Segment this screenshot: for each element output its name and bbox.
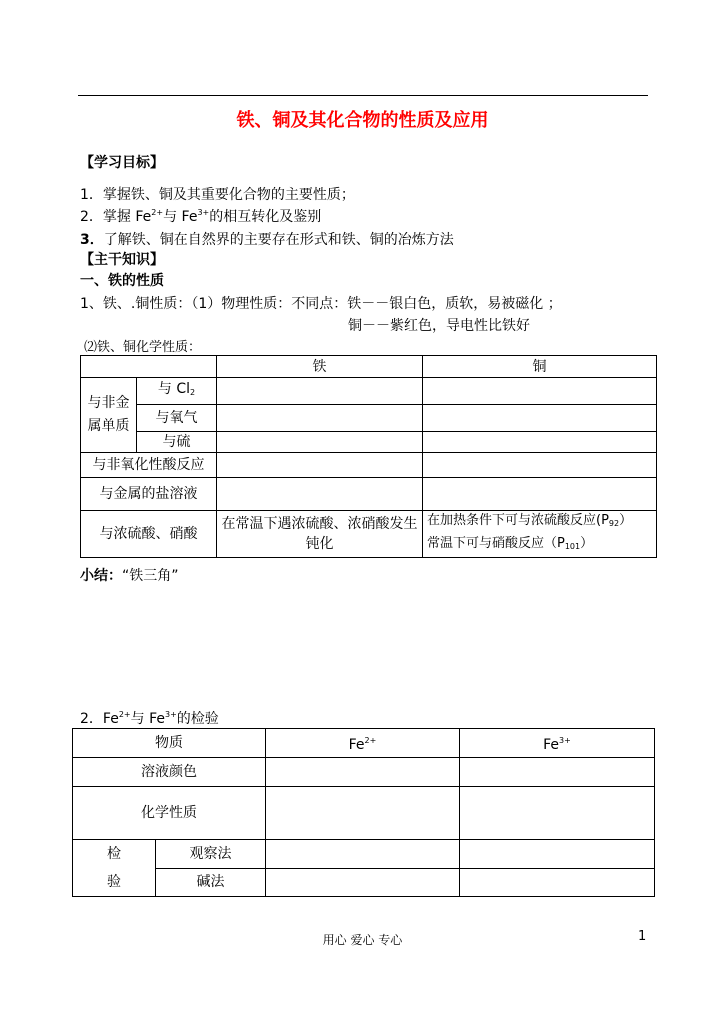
- table-row: [73, 787, 655, 840]
- iron-ion-test-table: [72, 728, 655, 897]
- goal-item-2: [80, 206, 321, 226]
- row-label-chlorine: 与 $Cl_2$: [137, 378, 217, 405]
- row-label-metal-salt: 与金属的盐溶液: [81, 478, 217, 511]
- row-group-testing: 检 验: [73, 840, 156, 897]
- table-cell-empty: [423, 478, 657, 511]
- table-row: [81, 405, 657, 432]
- goal-number: 3．: [80, 232, 104, 248]
- table-cell-empty: [423, 432, 657, 453]
- table-cell-empty: [460, 840, 655, 869]
- main-knowledge-heading: 【主干知识】: [80, 252, 164, 268]
- table-row: [81, 356, 657, 378]
- row-label-oxygen: 与氧气: [137, 405, 217, 432]
- summary-text: “铁三角”: [122, 568, 179, 584]
- column-header-copper: 铜: [423, 356, 657, 378]
- charge-superscript: 3+: [197, 208, 210, 217]
- row-label-alkali-method: 碱法: [156, 868, 266, 897]
- charge-superscript: 2+: [118, 710, 131, 719]
- iron-copper-properties-table: [80, 355, 657, 558]
- header-rule: [78, 95, 648, 96]
- chemical-properties-label: ⑵铁、铜化学性质：: [84, 340, 202, 355]
- table-row: [81, 453, 657, 478]
- table-cell-empty: [423, 378, 657, 405]
- table-cell-empty: [266, 758, 460, 787]
- table-row: [73, 758, 655, 787]
- table-cell-empty: [423, 453, 657, 478]
- table-row: [81, 378, 657, 405]
- section-2-heading: 2．$Fe^{2+}$与 $Fe^{3+}$的检验: [80, 710, 219, 727]
- table-cell-empty: [266, 787, 460, 840]
- goal-text: 了解铁、铜在自然界的主要存在形式和铁、铜的冶炼方法: [103, 232, 454, 248]
- row-label-concentrated-acid: 与浓硫酸、硝酸: [81, 511, 217, 558]
- physical-properties-line-1: 1、铁、.铜性质：（1）物理性质：不同点：铁－－银白色，质软，易被磁化 ；: [80, 296, 562, 312]
- page-ref-subscript: 101: [564, 542, 581, 551]
- section-number: 2．: [80, 711, 103, 727]
- table-cell-empty: [217, 453, 423, 478]
- summary-label: 小结：: [80, 568, 122, 584]
- goals-heading: 【学习目标】: [80, 155, 164, 171]
- table-cell-empty: [266, 868, 460, 897]
- goal-text-post: 的相互转化及鉴别: [209, 209, 322, 225]
- physical-properties-line-2: 铜－－紫红色，导电性比铁好: [348, 318, 530, 334]
- table-row: [81, 432, 657, 453]
- goal-item-1: [80, 184, 355, 204]
- table-row: [73, 840, 655, 869]
- table-row: [73, 729, 655, 758]
- document-title: 铁、铜及其化合物的性质及应用: [236, 110, 489, 131]
- table-cell-empty: [423, 405, 657, 432]
- table-cell-empty: [81, 356, 217, 378]
- row-label-observation: 观察法: [156, 840, 266, 869]
- column-header-fe3: $Fe^{3+}$: [460, 729, 655, 758]
- table-cell-empty: [217, 405, 423, 432]
- column-header-substance: 物质: [73, 729, 266, 758]
- table-cell-empty: [217, 432, 423, 453]
- goal-item-3: [80, 229, 454, 249]
- table-cell-empty: [460, 868, 655, 897]
- charge-superscript: 2+: [364, 736, 377, 745]
- table-row: [73, 868, 655, 897]
- column-header-iron: 铁: [217, 356, 423, 378]
- footer-motto: 用心 爱心 专心: [322, 933, 403, 947]
- table-row: [81, 511, 657, 558]
- column-header-fe2: $Fe^{2+}$: [266, 729, 460, 758]
- row-label-solution-color: 溶液颜色: [73, 758, 266, 787]
- goal-text-pre: 掌握 Fe: [102, 209, 152, 225]
- row-label-sulfur: 与硫: [137, 432, 217, 453]
- cell-copper-acid-reaction: 在加热条件下可与浓硫酸反应$(P_{92})$ 常温下可与硝酸反应$(P_{101})$: [423, 511, 657, 558]
- charge-superscript: 3+: [559, 736, 571, 745]
- table-cell-empty: [217, 478, 423, 511]
- goal-text: 掌握铁、铜及其重要化合物的主要性质；: [102, 187, 355, 203]
- row-label-chemical-properties: 化学性质: [73, 787, 266, 840]
- goal-number: 2．: [80, 209, 103, 225]
- row-group-nonmetal: 与非金属单质: [81, 378, 137, 453]
- goal-text-mid: 与 Fe: [163, 209, 198, 225]
- page-number: 1: [638, 929, 647, 944]
- table-cell-empty: [217, 378, 423, 405]
- goal-number: 1．: [80, 187, 103, 203]
- row-label-non-oxidizing-acid: 与非氧化性酸反应: [81, 453, 217, 478]
- charge-superscript: 3+: [164, 710, 177, 719]
- iron-properties-heading: 一、铁的性质: [80, 273, 164, 289]
- table-cell-empty: [460, 787, 655, 840]
- page-ref-subscript: 92: [608, 519, 620, 528]
- table-cell-empty: [266, 840, 460, 869]
- chlorine-subscript: 2: [190, 388, 196, 397]
- summary-line: [80, 565, 179, 585]
- charge-superscript: 2+: [151, 208, 164, 217]
- table-cell-empty: [460, 758, 655, 787]
- cell-iron-passivation: 在常温下遇浓硫酸、浓硝酸发生钝化: [217, 511, 423, 558]
- table-row: [81, 478, 657, 511]
